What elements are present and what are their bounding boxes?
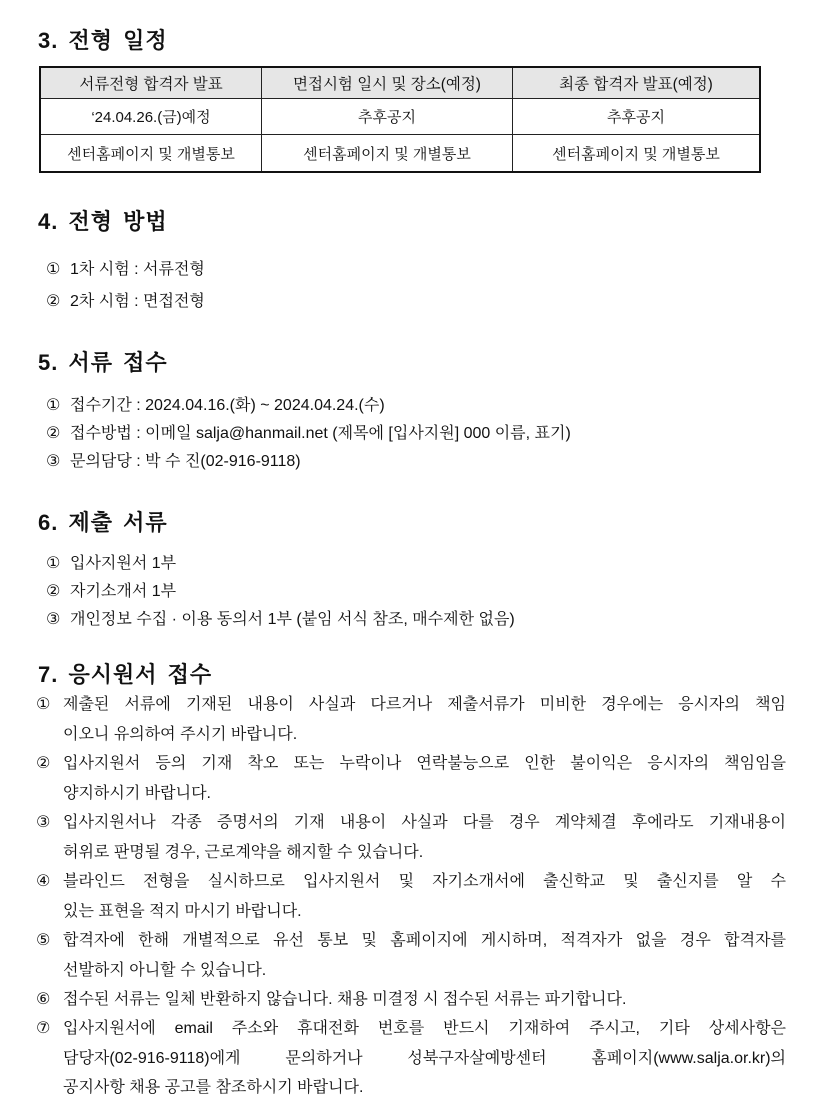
notice-item	[36, 808, 786, 867]
item-text: 입사지원서 1부	[70, 555, 177, 572]
schedule-cell: ‘24.04.26.(금)예정	[40, 99, 262, 135]
notice-text: 합격자에 한해 개별적으로 유선 통보 및 홈페이지에 게시하며, 적격자가 없을 경우 합격자를	[63, 932, 786, 949]
schedule-header-cell: 서류전형 합격자 발표	[40, 67, 262, 99]
item-number: ③	[46, 611, 61, 628]
section7-title: 7. 응시원서 접수	[38, 662, 213, 687]
item-text: 접수방법 : 이메일 salja@hanmail.net (제목에 [입사지원] 000 이름, 표기)	[70, 425, 571, 442]
item-text: 2차 시험 : 면접전형	[70, 293, 205, 310]
item-number: ①	[46, 261, 61, 278]
notice-continuation: 선발하지 아니할 수 있습니다.	[63, 961, 267, 979]
notice-line	[36, 749, 786, 779]
item-text: 자기소개서 1부	[70, 583, 177, 600]
item-number: ②	[46, 293, 61, 310]
notice-continuation: 담당자(02-916-9118)에게 문의하거나 성북구자살예방센터 홈페이지(www.salja.or.kr)의	[63, 1049, 786, 1067]
notice-continuation: 양지하시기 바랍니다.	[63, 784, 211, 802]
notice-text: 제출된 서류에 기재된 내용이 사실과 다르거나 제출서류가 미비한 경우에는 응시자의 책임	[63, 696, 786, 713]
item-number: ③	[36, 814, 51, 831]
notice-text: 입사지원서에 email 주소와 휴대전화 번호를 반드시 기재하여 주시고, 기타 상세사항은	[63, 1020, 786, 1037]
item-text: 문의담당 : 박 수 진(02-916-9118)	[70, 453, 301, 470]
schedule-cell: 센터홈페이지 및 개별통보	[262, 135, 513, 173]
notice-line	[36, 926, 786, 956]
schedule-cell: 추후공지	[513, 99, 761, 135]
list-item	[46, 420, 571, 443]
item-number: ③	[46, 453, 61, 470]
item-number: ④	[36, 873, 51, 890]
notice-text: 블라인드 전형을 실시하므로 입사지원서 및 자기소개서에 출신학교 및 출신지를 알 수	[63, 873, 786, 890]
list-item	[46, 578, 176, 601]
schedule-cell: 추후공지	[262, 99, 513, 135]
item-number: ②	[46, 425, 61, 442]
list-item	[46, 550, 176, 573]
notice-item	[36, 926, 786, 985]
item-text: 개인정보 수집 · 이용 동의서 1부 (붙임 서식 참조, 매수제한 없음)	[70, 611, 515, 628]
section3-title: 3. 전형 일정	[38, 28, 168, 53]
section5-title: 5. 서류 접수	[38, 350, 168, 375]
item-text: 접수기간 : 2024.04.16.(화) ~ 2024.04.24.(수)	[70, 397, 385, 414]
list-item	[46, 392, 385, 415]
notice-line	[36, 1014, 786, 1044]
notice-line	[36, 985, 786, 1015]
notice-continuation: 있는 표현을 적지 마시기 바랍니다.	[63, 902, 302, 920]
item-number: ①	[36, 696, 51, 713]
notice-line	[36, 867, 786, 897]
notice-text: 입사지원서나 각종 증명서의 기재 내용이 사실과 다를 경우 계약체결 후에라도 기재내용이	[63, 814, 786, 831]
notice-line	[36, 690, 786, 720]
item-number: ②	[46, 583, 61, 600]
item-text: 1차 시험 : 서류전형	[70, 261, 205, 278]
notice-continuation: 허위로 판명될 경우, 근로계약을 해지할 수 있습니다.	[63, 843, 424, 861]
schedule-cell: 센터홈페이지 및 개별통보	[513, 135, 761, 173]
section6-title: 6. 제출 서류	[38, 510, 168, 535]
schedule-row	[40, 99, 760, 135]
item-number: ⑤	[36, 932, 51, 949]
item-number: ②	[36, 755, 51, 772]
list-item	[46, 606, 515, 629]
notice-text: 접수된 서류는 일체 반환하지 않습니다. 채용 미결정 시 접수된 서류는 파기합니다.	[63, 991, 627, 1008]
list-item	[46, 256, 205, 279]
notice-item	[36, 690, 786, 749]
item-number: ⑦	[36, 1020, 51, 1037]
notice-item	[36, 1014, 786, 1103]
section4-title: 4. 전형 방법	[38, 209, 168, 234]
item-number: ①	[46, 397, 61, 414]
list-item	[46, 288, 205, 311]
schedule-cell: 센터홈페이지 및 개별통보	[40, 135, 262, 173]
notice-text: 입사지원서 등의 기재 착오 또는 누락이나 연락불능으로 인한 불이익은 응시자의 책임임을	[63, 755, 786, 772]
notice-continuation: 공지사항 채용 공고를 참조하시기 바랍니다.	[63, 1079, 364, 1096]
schedule-header-cell: 면접시험 일시 및 장소(예정)	[262, 67, 513, 99]
notice-item	[36, 985, 786, 1015]
notice-line	[36, 808, 786, 838]
item-number: ⑥	[36, 991, 51, 1008]
notice-item	[36, 749, 786, 808]
list-item	[46, 448, 301, 471]
notice-continuation: 이오니 유의하여 주시기 바랍니다.	[63, 725, 298, 743]
item-number: ①	[46, 555, 61, 572]
schedule-row	[40, 135, 760, 173]
schedule-table	[39, 66, 761, 173]
notice-item	[36, 867, 786, 926]
schedule-header-row	[40, 67, 760, 99]
schedule-header-cell: 최종 합격자 발표(예정)	[513, 67, 761, 99]
